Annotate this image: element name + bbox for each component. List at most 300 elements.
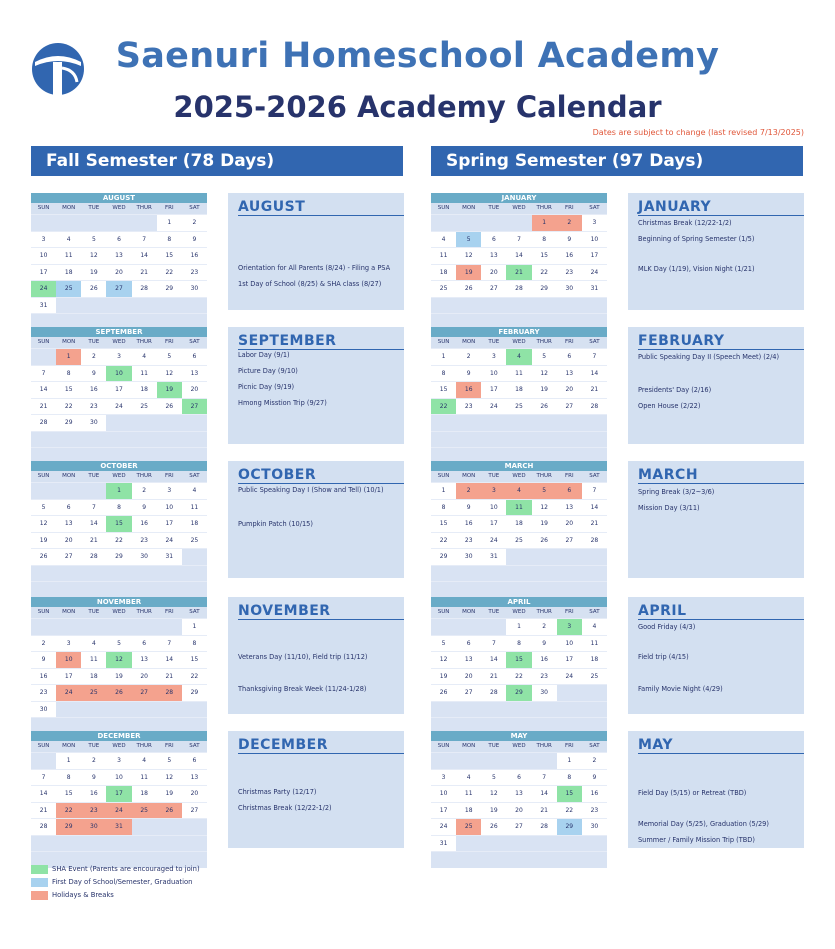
day-cell[interactable]: 24 — [431, 819, 456, 835]
day-cell[interactable]: 6 — [481, 232, 506, 248]
day-cell[interactable]: 5 — [157, 349, 182, 365]
day-cell[interactable]: 12 — [157, 770, 182, 786]
day-cell[interactable]: 27 — [557, 533, 582, 549]
day-cell[interactable]: 11 — [456, 786, 481, 802]
day-cell[interactable]: 13 — [506, 786, 531, 802]
day-cell[interactable]: 21 — [582, 516, 607, 532]
day-cell[interactable]: 31 — [431, 836, 456, 852]
day-cell[interactable]: 24 — [481, 533, 506, 549]
day-cell[interactable]: 14 — [132, 248, 157, 264]
day-cell[interactable]: 12 — [456, 248, 481, 264]
day-cell[interactable]: 23 — [582, 803, 607, 819]
day-cell[interactable]: 26 — [481, 819, 506, 835]
day-cell[interactable]: 17 — [582, 248, 607, 264]
day-cell[interactable]: 8 — [56, 770, 81, 786]
day-cell[interactable]: 20 — [557, 516, 582, 532]
day-cell[interactable]: 29 — [532, 281, 557, 297]
day-cell[interactable]: 24 — [582, 265, 607, 281]
day-cell[interactable]: 29 — [557, 819, 582, 835]
day-cell[interactable]: 17 — [157, 516, 182, 532]
day-cell[interactable]: 12 — [31, 516, 56, 532]
day-cell[interactable]: 12 — [532, 366, 557, 382]
day-cell[interactable]: 12 — [431, 652, 456, 668]
day-cell[interactable]: 16 — [456, 516, 481, 532]
day-cell[interactable]: 16 — [582, 786, 607, 802]
day-cell[interactable]: 1 — [532, 215, 557, 231]
day-cell[interactable]: 5 — [456, 232, 481, 248]
day-cell[interactable]: 10 — [106, 770, 131, 786]
day-cell[interactable]: 13 — [557, 500, 582, 516]
day-cell[interactable]: 8 — [557, 770, 582, 786]
day-cell[interactable]: 24 — [481, 399, 506, 415]
day-cell[interactable]: 25 — [132, 399, 157, 415]
day-cell[interactable]: 25 — [56, 281, 81, 297]
day-cell[interactable]: 16 — [182, 248, 207, 264]
day-cell[interactable]: 25 — [132, 803, 157, 819]
day-cell[interactable]: 26 — [157, 399, 182, 415]
day-cell[interactable]: 26 — [456, 281, 481, 297]
day-cell[interactable]: 4 — [132, 753, 157, 769]
day-cell[interactable]: 10 — [557, 636, 582, 652]
day-cell[interactable]: 15 — [557, 786, 582, 802]
day-cell[interactable]: 14 — [81, 516, 106, 532]
day-cell[interactable]: 11 — [132, 770, 157, 786]
day-cell[interactable]: 18 — [182, 516, 207, 532]
day-cell[interactable]: 29 — [56, 415, 81, 431]
day-cell[interactable]: 26 — [532, 399, 557, 415]
day-cell[interactable]: 11 — [56, 248, 81, 264]
day-cell[interactable]: 12 — [532, 500, 557, 516]
day-cell[interactable]: 9 — [132, 500, 157, 516]
day-cell[interactable]: 30 — [132, 549, 157, 565]
day-cell[interactable]: 19 — [431, 669, 456, 685]
day-cell[interactable]: 6 — [106, 232, 131, 248]
day-cell[interactable]: 18 — [582, 652, 607, 668]
day-cell[interactable]: 17 — [56, 669, 81, 685]
day-cell[interactable]: 27 — [182, 399, 207, 415]
day-cell[interactable]: 6 — [182, 753, 207, 769]
day-cell[interactable]: 10 — [481, 366, 506, 382]
day-cell[interactable]: 22 — [56, 399, 81, 415]
day-cell[interactable]: 2 — [81, 753, 106, 769]
day-cell[interactable]: 6 — [182, 349, 207, 365]
day-cell[interactable]: 3 — [557, 619, 582, 635]
day-cell[interactable]: 25 — [582, 669, 607, 685]
day-cell[interactable]: 7 — [31, 366, 56, 382]
day-cell[interactable]: 20 — [557, 382, 582, 398]
day-cell[interactable]: 18 — [506, 516, 531, 532]
day-cell[interactable]: 14 — [31, 382, 56, 398]
day-cell[interactable]: 26 — [106, 685, 131, 701]
day-cell[interactable]: 29 — [431, 549, 456, 565]
day-cell[interactable]: 12 — [481, 786, 506, 802]
day-cell[interactable]: 28 — [506, 281, 531, 297]
day-cell[interactable]: 30 — [31, 702, 56, 718]
day-cell[interactable]: 26 — [81, 281, 106, 297]
day-cell[interactable]: 3 — [431, 770, 456, 786]
day-cell[interactable]: 3 — [157, 483, 182, 499]
day-cell[interactable]: 19 — [81, 265, 106, 281]
day-cell[interactable]: 15 — [532, 248, 557, 264]
day-cell[interactable]: 20 — [456, 669, 481, 685]
day-cell[interactable]: 23 — [31, 685, 56, 701]
day-cell[interactable]: 31 — [106, 819, 131, 835]
day-cell[interactable]: 28 — [157, 685, 182, 701]
day-cell[interactable]: 4 — [182, 483, 207, 499]
day-cell[interactable]: 18 — [456, 803, 481, 819]
day-cell[interactable]: 20 — [182, 786, 207, 802]
day-cell[interactable]: 28 — [81, 549, 106, 565]
day-cell[interactable]: 21 — [532, 803, 557, 819]
day-cell[interactable]: 14 — [506, 248, 531, 264]
day-cell[interactable]: 31 — [31, 298, 56, 314]
day-cell[interactable]: 22 — [532, 265, 557, 281]
day-cell[interactable]: 28 — [532, 819, 557, 835]
day-cell[interactable]: 7 — [532, 770, 557, 786]
day-cell[interactable]: 26 — [431, 685, 456, 701]
day-cell[interactable]: 20 — [106, 265, 131, 281]
day-cell[interactable]: 14 — [31, 786, 56, 802]
day-cell[interactable]: 25 — [456, 819, 481, 835]
day-cell[interactable]: 26 — [532, 533, 557, 549]
day-cell[interactable]: 10 — [582, 232, 607, 248]
day-cell[interactable]: 14 — [157, 652, 182, 668]
day-cell[interactable]: 30 — [182, 281, 207, 297]
day-cell[interactable]: 20 — [182, 382, 207, 398]
day-cell[interactable]: 6 — [557, 483, 582, 499]
day-cell[interactable]: 19 — [456, 265, 481, 281]
day-cell[interactable]: 7 — [31, 770, 56, 786]
day-cell[interactable]: 9 — [582, 770, 607, 786]
day-cell[interactable]: 24 — [106, 803, 131, 819]
day-cell[interactable]: 14 — [481, 652, 506, 668]
day-cell[interactable]: 1 — [431, 483, 456, 499]
day-cell[interactable]: 9 — [557, 232, 582, 248]
day-cell[interactable]: 30 — [532, 685, 557, 701]
day-cell[interactable]: 4 — [56, 232, 81, 248]
day-cell[interactable]: 27 — [506, 819, 531, 835]
day-cell[interactable]: 6 — [557, 349, 582, 365]
day-cell[interactable]: 9 — [182, 232, 207, 248]
day-cell[interactable]: 8 — [506, 636, 531, 652]
day-cell[interactable]: 14 — [582, 500, 607, 516]
day-cell[interactable]: 8 — [157, 232, 182, 248]
day-cell[interactable]: 3 — [106, 349, 131, 365]
day-cell[interactable]: 5 — [532, 483, 557, 499]
day-cell[interactable]: 12 — [157, 366, 182, 382]
day-cell[interactable]: 20 — [481, 265, 506, 281]
day-cell[interactable]: 15 — [431, 382, 456, 398]
day-cell[interactable]: 17 — [106, 382, 131, 398]
day-cell[interactable]: 3 — [481, 483, 506, 499]
day-cell[interactable]: 11 — [431, 248, 456, 264]
day-cell[interactable]: 18 — [56, 265, 81, 281]
day-cell[interactable]: 9 — [456, 500, 481, 516]
day-cell[interactable]: 16 — [456, 382, 481, 398]
day-cell[interactable]: 9 — [31, 652, 56, 668]
day-cell[interactable]: 21 — [132, 265, 157, 281]
day-cell[interactable]: 21 — [31, 803, 56, 819]
day-cell[interactable]: 13 — [56, 516, 81, 532]
day-cell[interactable]: 27 — [56, 549, 81, 565]
day-cell[interactable]: 11 — [506, 500, 531, 516]
day-cell[interactable]: 30 — [81, 819, 106, 835]
day-cell[interactable]: 27 — [132, 685, 157, 701]
day-cell[interactable]: 3 — [56, 636, 81, 652]
day-cell[interactable]: 13 — [557, 366, 582, 382]
day-cell[interactable]: 1 — [56, 349, 81, 365]
day-cell[interactable]: 13 — [481, 248, 506, 264]
day-cell[interactable]: 28 — [582, 533, 607, 549]
day-cell[interactable]: 11 — [182, 500, 207, 516]
day-cell[interactable]: 27 — [106, 281, 131, 297]
day-cell[interactable]: 1 — [557, 753, 582, 769]
day-cell[interactable]: 7 — [132, 232, 157, 248]
day-cell[interactable]: 31 — [582, 281, 607, 297]
day-cell[interactable]: 7 — [506, 232, 531, 248]
day-cell[interactable]: 16 — [31, 669, 56, 685]
day-cell[interactable]: 10 — [431, 786, 456, 802]
day-cell[interactable]: 31 — [481, 549, 506, 565]
day-cell[interactable]: 4 — [506, 349, 531, 365]
day-cell[interactable]: 1 — [506, 619, 531, 635]
day-cell[interactable]: 17 — [106, 786, 131, 802]
day-cell[interactable]: 28 — [31, 819, 56, 835]
day-cell[interactable]: 3 — [31, 232, 56, 248]
day-cell[interactable]: 15 — [431, 516, 456, 532]
day-cell[interactable]: 22 — [557, 803, 582, 819]
day-cell[interactable]: 15 — [157, 248, 182, 264]
day-cell[interactable]: 21 — [157, 669, 182, 685]
day-cell[interactable]: 22 — [56, 803, 81, 819]
day-cell[interactable]: 10 — [56, 652, 81, 668]
day-cell[interactable]: 18 — [81, 669, 106, 685]
day-cell[interactable]: 22 — [431, 399, 456, 415]
day-cell[interactable]: 7 — [81, 500, 106, 516]
day-cell[interactable]: 13 — [132, 652, 157, 668]
day-cell[interactable]: 17 — [481, 382, 506, 398]
day-cell[interactable]: 11 — [81, 652, 106, 668]
day-cell[interactable]: 21 — [582, 382, 607, 398]
day-cell[interactable]: 13 — [456, 652, 481, 668]
day-cell[interactable]: 29 — [56, 819, 81, 835]
day-cell[interactable]: 7 — [582, 483, 607, 499]
day-cell[interactable]: 3 — [106, 753, 131, 769]
day-cell[interactable]: 14 — [582, 366, 607, 382]
day-cell[interactable]: 12 — [81, 248, 106, 264]
day-cell[interactable]: 17 — [481, 516, 506, 532]
day-cell[interactable]: 21 — [81, 533, 106, 549]
day-cell[interactable]: 5 — [81, 232, 106, 248]
day-cell[interactable]: 8 — [106, 500, 131, 516]
day-cell[interactable]: 21 — [481, 669, 506, 685]
day-cell[interactable]: 16 — [532, 652, 557, 668]
day-cell[interactable]: 11 — [132, 366, 157, 382]
day-cell[interactable]: 15 — [106, 516, 131, 532]
day-cell[interactable]: 18 — [431, 265, 456, 281]
day-cell[interactable]: 30 — [456, 549, 481, 565]
day-cell[interactable]: 15 — [56, 786, 81, 802]
day-cell[interactable]: 1 — [431, 349, 456, 365]
day-cell[interactable]: 2 — [132, 483, 157, 499]
day-cell[interactable]: 27 — [557, 399, 582, 415]
day-cell[interactable]: 4 — [132, 349, 157, 365]
day-cell[interactable]: 1 — [157, 215, 182, 231]
day-cell[interactable]: 8 — [532, 232, 557, 248]
day-cell[interactable]: 30 — [582, 819, 607, 835]
day-cell[interactable]: 5 — [481, 770, 506, 786]
day-cell[interactable]: 23 — [132, 533, 157, 549]
day-cell[interactable]: 29 — [182, 685, 207, 701]
day-cell[interactable]: 9 — [532, 636, 557, 652]
day-cell[interactable]: 5 — [532, 349, 557, 365]
day-cell[interactable]: 23 — [532, 669, 557, 685]
day-cell[interactable]: 25 — [182, 533, 207, 549]
day-cell[interactable]: 17 — [31, 265, 56, 281]
day-cell[interactable]: 17 — [557, 652, 582, 668]
day-cell[interactable]: 1 — [106, 483, 131, 499]
day-cell[interactable]: 23 — [557, 265, 582, 281]
day-cell[interactable]: 13 — [182, 366, 207, 382]
day-cell[interactable]: 19 — [532, 516, 557, 532]
day-cell[interactable]: 23 — [81, 399, 106, 415]
day-cell[interactable]: 25 — [431, 281, 456, 297]
day-cell[interactable]: 2 — [31, 636, 56, 652]
day-cell[interactable]: 10 — [31, 248, 56, 264]
day-cell[interactable]: 19 — [481, 803, 506, 819]
day-cell[interactable]: 26 — [157, 803, 182, 819]
day-cell[interactable]: 16 — [132, 516, 157, 532]
day-cell[interactable]: 8 — [431, 366, 456, 382]
day-cell[interactable]: 6 — [506, 770, 531, 786]
day-cell[interactable]: 21 — [506, 265, 531, 281]
day-cell[interactable]: 7 — [481, 636, 506, 652]
day-cell[interactable]: 19 — [157, 786, 182, 802]
day-cell[interactable]: 6 — [456, 636, 481, 652]
day-cell[interactable]: 10 — [106, 366, 131, 382]
day-cell[interactable]: 25 — [81, 685, 106, 701]
day-cell[interactable]: 20 — [132, 669, 157, 685]
day-cell[interactable]: 22 — [157, 265, 182, 281]
day-cell[interactable]: 29 — [506, 685, 531, 701]
day-cell[interactable]: 20 — [56, 533, 81, 549]
day-cell[interactable]: 4 — [456, 770, 481, 786]
day-cell[interactable]: 1 — [56, 753, 81, 769]
day-cell[interactable]: 10 — [157, 500, 182, 516]
day-cell[interactable]: 12 — [106, 652, 131, 668]
day-cell[interactable]: 27 — [481, 281, 506, 297]
day-cell[interactable]: 23 — [456, 399, 481, 415]
day-cell[interactable]: 18 — [132, 382, 157, 398]
day-cell[interactable]: 13 — [182, 770, 207, 786]
day-cell[interactable]: 15 — [506, 652, 531, 668]
day-cell[interactable]: 5 — [431, 636, 456, 652]
day-cell[interactable]: 11 — [506, 366, 531, 382]
day-cell[interactable]: 24 — [157, 533, 182, 549]
day-cell[interactable]: 27 — [182, 803, 207, 819]
day-cell[interactable]: 9 — [81, 366, 106, 382]
day-cell[interactable]: 10 — [481, 500, 506, 516]
day-cell[interactable]: 6 — [132, 636, 157, 652]
day-cell[interactable]: 8 — [182, 636, 207, 652]
day-cell[interactable]: 6 — [56, 500, 81, 516]
day-cell[interactable]: 19 — [157, 382, 182, 398]
day-cell[interactable]: 15 — [56, 382, 81, 398]
day-cell[interactable]: 28 — [31, 415, 56, 431]
day-cell[interactable]: 13 — [106, 248, 131, 264]
day-cell[interactable]: 16 — [81, 786, 106, 802]
day-cell[interactable]: 21 — [31, 399, 56, 415]
day-cell[interactable]: 4 — [582, 619, 607, 635]
day-cell[interactable]: 22 — [182, 669, 207, 685]
day-cell[interactable]: 17 — [431, 803, 456, 819]
day-cell[interactable]: 4 — [431, 232, 456, 248]
day-cell[interactable]: 18 — [132, 786, 157, 802]
day-cell[interactable]: 29 — [106, 549, 131, 565]
day-cell[interactable]: 8 — [431, 500, 456, 516]
day-cell[interactable]: 4 — [506, 483, 531, 499]
day-cell[interactable]: 23 — [182, 265, 207, 281]
day-cell[interactable]: 19 — [532, 382, 557, 398]
day-cell[interactable]: 11 — [582, 636, 607, 652]
day-cell[interactable]: 5 — [31, 500, 56, 516]
day-cell[interactable]: 28 — [582, 399, 607, 415]
day-cell[interactable]: 3 — [582, 215, 607, 231]
day-cell[interactable]: 23 — [81, 803, 106, 819]
day-cell[interactable]: 18 — [506, 382, 531, 398]
day-cell[interactable]: 1 — [182, 619, 207, 635]
day-cell[interactable]: 2 — [582, 753, 607, 769]
day-cell[interactable]: 20 — [506, 803, 531, 819]
day-cell[interactable]: 16 — [557, 248, 582, 264]
day-cell[interactable]: 25 — [506, 399, 531, 415]
day-cell[interactable]: 25 — [506, 533, 531, 549]
day-cell[interactable]: 15 — [182, 652, 207, 668]
day-cell[interactable]: 5 — [157, 753, 182, 769]
day-cell[interactable]: 29 — [157, 281, 182, 297]
day-cell[interactable]: 24 — [557, 669, 582, 685]
day-cell[interactable]: 5 — [106, 636, 131, 652]
day-cell[interactable]: 3 — [481, 349, 506, 365]
day-cell[interactable]: 7 — [582, 349, 607, 365]
day-cell[interactable]: 30 — [557, 281, 582, 297]
day-cell[interactable]: 26 — [31, 549, 56, 565]
day-cell[interactable]: 24 — [31, 281, 56, 297]
day-cell[interactable]: 19 — [31, 533, 56, 549]
day-cell[interactable]: 30 — [81, 415, 106, 431]
day-cell[interactable]: 27 — [456, 685, 481, 701]
day-cell[interactable]: 28 — [481, 685, 506, 701]
day-cell[interactable]: 22 — [106, 533, 131, 549]
day-cell[interactable]: 16 — [81, 382, 106, 398]
day-cell[interactable]: 2 — [456, 483, 481, 499]
day-cell[interactable]: 7 — [157, 636, 182, 652]
day-cell[interactable]: 4 — [81, 636, 106, 652]
day-cell[interactable]: 9 — [456, 366, 481, 382]
day-cell[interactable]: 19 — [106, 669, 131, 685]
day-cell[interactable]: 2 — [557, 215, 582, 231]
day-cell[interactable]: 22 — [506, 669, 531, 685]
day-cell[interactable]: 23 — [456, 533, 481, 549]
day-cell[interactable]: 2 — [81, 349, 106, 365]
day-cell[interactable]: 8 — [56, 366, 81, 382]
day-cell[interactable]: 22 — [431, 533, 456, 549]
day-cell[interactable]: 28 — [132, 281, 157, 297]
day-cell[interactable]: 14 — [532, 786, 557, 802]
day-cell[interactable]: 9 — [81, 770, 106, 786]
day-cell[interactable]: 24 — [106, 399, 131, 415]
day-cell[interactable]: 2 — [182, 215, 207, 231]
